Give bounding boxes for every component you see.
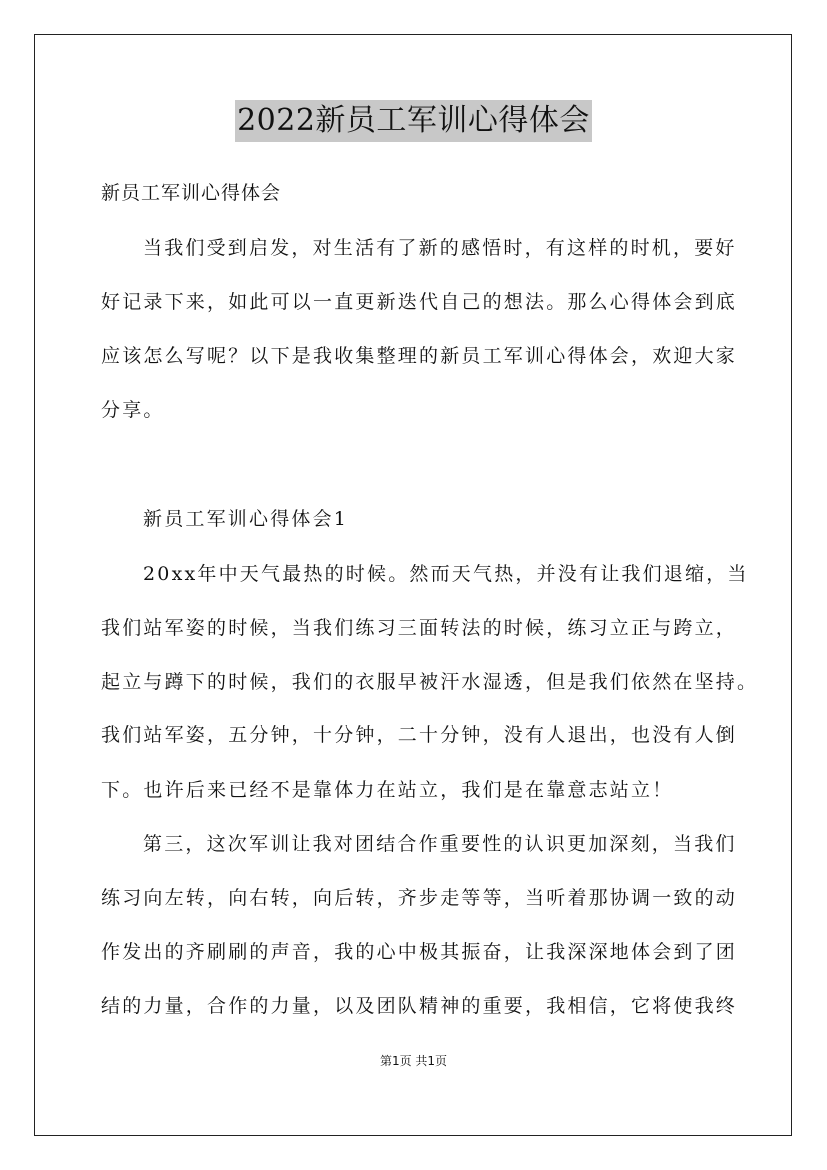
- intro-line: 好记录下来，如此可以一直更新迭代自己的想法。那么心得体会到底: [101, 291, 738, 313]
- paragraph-line: 第三，这次军训让我对团结合作重要性的认识更加深刻，当我们: [143, 833, 737, 855]
- paragraph-line: 结的力量，合作的力量，以及团队精神的重要，我相信，它将使我终: [101, 995, 738, 1017]
- intro-line: 当我们受到启发，对生活有了新的感悟时，有这样的时机，要好: [143, 237, 737, 259]
- paragraph-line: 作发出的齐刷刷的声音，我的心中极其振奋，让我深深地体会到了团: [101, 941, 738, 963]
- intro-line: 应该怎么写呢？以下是我收集整理的新员工军训心得体会，欢迎大家: [101, 345, 738, 367]
- page-number: 第1页 共1页: [379, 1054, 448, 1068]
- title-container: [0, 100, 827, 142]
- section-heading: 新员工军训心得体会1: [143, 508, 349, 530]
- document-title: 2022新员工军训心得体会: [235, 100, 592, 142]
- document-subtitle: 新员工军训心得体会: [101, 182, 282, 204]
- paragraph-line: 起立与蹲下的时候，我们的衣服早被汗水湿透，但是我们依然在坚持。: [101, 671, 759, 693]
- paragraph-line: 下。也许后来已经不是靠体力在站立，我们是在靠意志站立！: [101, 779, 674, 801]
- paragraph-line: 20xx年中天气最热的时候。然而天气热，并没有让我们退缩，当: [143, 563, 749, 585]
- paragraph-line: 我们站军姿，五分钟，十分钟，二十分钟，没有人退出，也没有人倒: [101, 724, 738, 746]
- intro-line: 分享。: [101, 399, 165, 421]
- paragraph-line: 练习向左转，向右转，向后转，齐步走等等，当听着那协调一致的动: [101, 887, 738, 909]
- paragraph-line: 我们站军姿的时候，当我们练习三面转法的时候，练习立正与跨立，: [101, 617, 738, 639]
